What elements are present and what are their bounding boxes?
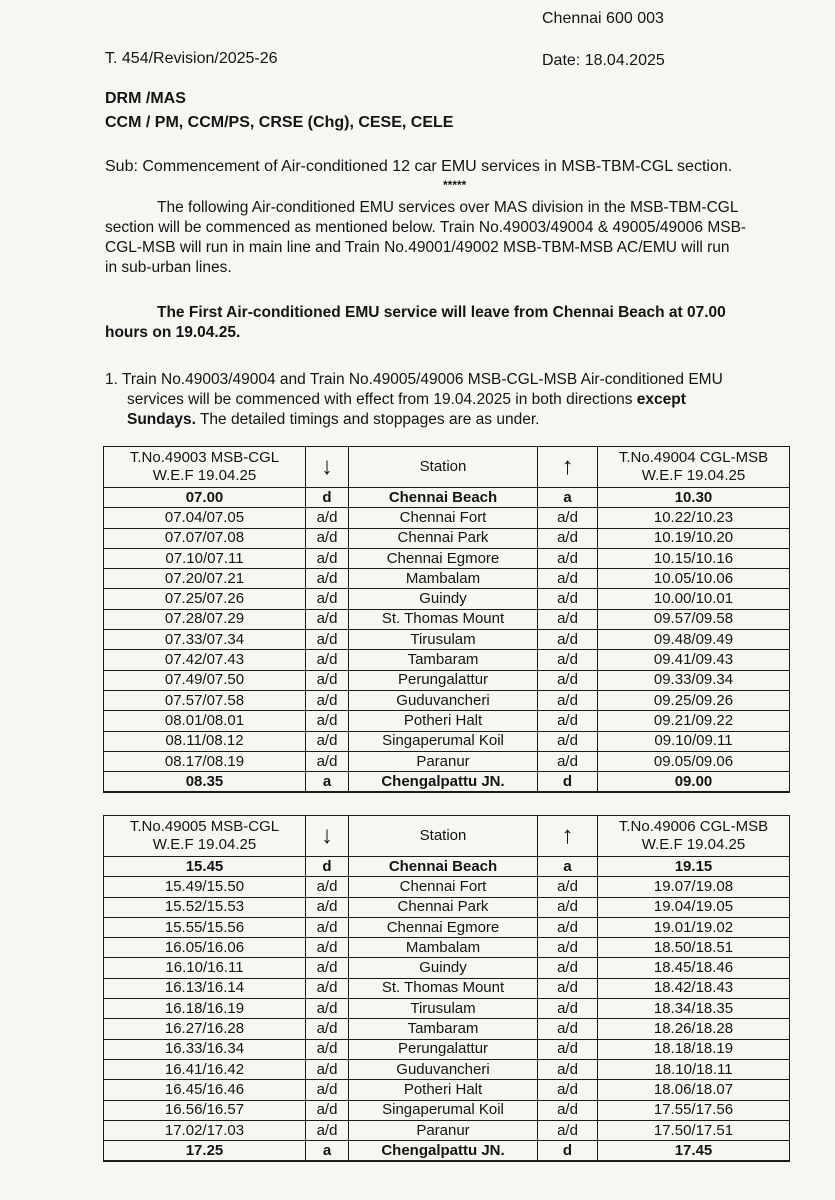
time-down: 16.56/16.57 <box>104 1100 306 1120</box>
station-name: Perungalattur <box>349 670 538 690</box>
place-line: Chennai 600 003 <box>542 10 664 27</box>
arr-dep-up: a/d <box>538 508 598 528</box>
time-up: 09.00 <box>598 772 790 793</box>
station-name: Mambalam <box>349 938 538 958</box>
header-station: Station <box>349 816 538 857</box>
table-header-row <box>104 816 790 857</box>
table-row <box>104 1120 790 1140</box>
station-name: Paranur <box>349 751 538 771</box>
table-row <box>104 711 790 731</box>
time-down: 08.35 <box>104 772 306 793</box>
time-up: 18.06/18.07 <box>598 1080 790 1100</box>
header-down-train-no: T.No.49005 MSB-CGL <box>129 818 280 835</box>
table-row <box>104 1100 790 1120</box>
header-up-train <box>598 447 790 488</box>
station-name: St. Thomas Mount <box>349 978 538 998</box>
header-up-wef: W.E.F 19.04.25 <box>641 836 746 853</box>
arr-dep-up: a/d <box>538 917 598 937</box>
reference-number: T. 454/Revision/2025-26 <box>105 50 278 67</box>
time-up: 09.21/09.22 <box>598 711 790 731</box>
time-down: 08.17/08.19 <box>104 751 306 771</box>
arr-dep-up: a/d <box>538 711 598 731</box>
table-row <box>104 772 790 793</box>
table-row <box>104 650 790 670</box>
arr-dep-down: a/d <box>306 609 349 629</box>
time-up: 17.55/17.56 <box>598 1100 790 1120</box>
time-up: 19.01/19.02 <box>598 917 790 937</box>
timetable-49003-49004 <box>103 446 790 793</box>
station-name: Mambalam <box>349 569 538 589</box>
arr-dep-up: a <box>538 857 598 877</box>
station-name: Guduvancheri <box>349 1059 538 1079</box>
station-name: Guindy <box>349 589 538 609</box>
arr-dep-up: a <box>538 488 598 508</box>
arr-dep-down: a/d <box>306 877 349 897</box>
time-down: 15.52/15.53 <box>104 897 306 917</box>
header-down-wef: W.E.F 19.04.25 <box>152 467 257 484</box>
time-down: 08.11/08.12 <box>104 731 306 751</box>
separator-stars: ***** <box>443 178 467 192</box>
arr-dep-down: a/d <box>306 978 349 998</box>
station-name: Guduvancheri <box>349 690 538 710</box>
station-name: Tirusulam <box>349 999 538 1019</box>
header-up-train-no: T.No.49004 CGL-MSB <box>618 449 769 466</box>
arr-dep-down: a/d <box>306 508 349 528</box>
station-name: Tambaram <box>349 650 538 670</box>
item-1-line-3b: The detailed timings and stoppages are as under. <box>199 411 540 428</box>
item-1-paragraph <box>105 370 789 430</box>
time-down: 08.01/08.01 <box>104 711 306 731</box>
intro-line-1: The following Air-conditioned EMU services over MAS division in the MSB-TBM-CGL <box>157 199 739 216</box>
table-row <box>104 1039 790 1059</box>
table-row <box>104 857 790 877</box>
time-up: 19.07/19.08 <box>598 877 790 897</box>
time-down: 15.45 <box>104 857 306 877</box>
time-down: 07.10/07.11 <box>104 548 306 568</box>
time-up: 09.25/09.26 <box>598 690 790 710</box>
station-name: Chengalpattu JN. <box>349 772 538 793</box>
arr-dep-up: a/d <box>538 751 598 771</box>
arr-dep-up: d <box>538 1141 598 1162</box>
table-row <box>104 548 790 568</box>
item-1-line-2 <box>105 390 789 410</box>
station-name: Chennai Park <box>349 528 538 548</box>
table-row <box>104 1141 790 1162</box>
arr-dep-down: a/d <box>306 731 349 751</box>
table-row <box>104 508 790 528</box>
arr-dep-up: a/d <box>538 1059 598 1079</box>
arr-dep-down: a/d <box>306 589 349 609</box>
table-row <box>104 958 790 978</box>
arr-dep-down: a/d <box>306 711 349 731</box>
time-up: 19.04/19.05 <box>598 897 790 917</box>
arr-dep-down: a/d <box>306 528 349 548</box>
arr-dep-down: a/d <box>306 917 349 937</box>
station-name: Chennai Egmore <box>349 917 538 937</box>
time-down: 07.00 <box>104 488 306 508</box>
time-up: 09.10/09.11 <box>598 731 790 751</box>
station-name: Chengalpattu JN. <box>349 1141 538 1162</box>
arr-dep-down: a/d <box>306 938 349 958</box>
time-up: 18.42/18.43 <box>598 978 790 998</box>
highlight-line-2: hours on 19.04.25. <box>105 324 241 341</box>
time-down: 07.04/07.05 <box>104 508 306 528</box>
table-row <box>104 897 790 917</box>
station-name: Potheri Halt <box>349 711 538 731</box>
station-name: Chennai Park <box>349 897 538 917</box>
arr-dep-down: a/d <box>306 630 349 650</box>
arr-dep-down: a/d <box>306 999 349 1019</box>
time-up: 09.57/09.58 <box>598 609 790 629</box>
arr-dep-up: a/d <box>538 999 598 1019</box>
table-row <box>104 731 790 751</box>
station-name: Tirusulam <box>349 630 538 650</box>
time-down: 16.33/16.34 <box>104 1039 306 1059</box>
arr-dep-up: a/d <box>538 630 598 650</box>
table-row <box>104 938 790 958</box>
highlight-paragraph <box>105 303 789 343</box>
down-arrow-icon: ↓ <box>306 447 349 488</box>
arr-dep-up: a/d <box>538 589 598 609</box>
header-up-wef: W.E.F 19.04.25 <box>641 467 746 484</box>
header-down-train <box>104 447 306 488</box>
arr-dep-up: a/d <box>538 670 598 690</box>
time-down: 07.25/07.26 <box>104 589 306 609</box>
arr-dep-up: a/d <box>538 731 598 751</box>
time-up: 10.15/10.16 <box>598 548 790 568</box>
time-up: 18.50/18.51 <box>598 938 790 958</box>
arr-dep-down: a/d <box>306 1059 349 1079</box>
up-arrow-icon: ↑ <box>538 816 598 857</box>
arr-dep-up: a/d <box>538 978 598 998</box>
time-up: 10.19/10.20 <box>598 528 790 548</box>
station-name: Chennai Beach <box>349 857 538 877</box>
arr-dep-down: a/d <box>306 958 349 978</box>
arr-dep-up: a/d <box>538 958 598 978</box>
table-row <box>104 589 790 609</box>
time-up: 10.22/10.23 <box>598 508 790 528</box>
station-name: Singaperumal Koil <box>349 1100 538 1120</box>
header-up-train-no: T.No.49006 CGL-MSB <box>618 818 769 835</box>
header-down-train-no: T.No.49003 MSB-CGL <box>129 449 280 466</box>
time-up: 09.48/09.49 <box>598 630 790 650</box>
arr-dep-up: a/d <box>538 1100 598 1120</box>
arr-dep-down: a/d <box>306 548 349 568</box>
arr-dep-down: a/d <box>306 751 349 771</box>
table-row <box>104 1080 790 1100</box>
item-1-line-3 <box>105 410 789 430</box>
time-down: 07.49/07.50 <box>104 670 306 690</box>
station-name: Chennai Beach <box>349 488 538 508</box>
time-up: 19.15 <box>598 857 790 877</box>
up-arrow-icon: ↑ <box>538 447 598 488</box>
station-name: Potheri Halt <box>349 1080 538 1100</box>
arr-dep-down: a/d <box>306 1100 349 1120</box>
time-up: 09.05/09.06 <box>598 751 790 771</box>
letter-date: Date: 18.04.2025 <box>542 52 665 69</box>
highlight-line-1: The First Air-conditioned EMU service will leave from Chennai Beach at 07.00 <box>157 304 726 321</box>
table-row <box>104 670 790 690</box>
time-down: 07.28/07.29 <box>104 609 306 629</box>
arr-dep-up: d <box>538 772 598 793</box>
time-down: 16.13/16.14 <box>104 978 306 998</box>
time-down: 17.02/17.03 <box>104 1120 306 1140</box>
time-up: 10.05/10.06 <box>598 569 790 589</box>
time-up: 10.00/10.01 <box>598 589 790 609</box>
time-down: 07.33/07.34 <box>104 630 306 650</box>
arr-dep-down: a/d <box>306 1039 349 1059</box>
header-up-train <box>598 816 790 857</box>
arr-dep-down: a/d <box>306 1019 349 1039</box>
header-down-train <box>104 816 306 857</box>
intro-line-3: CGL-MSB will run in main line and Train No.49001/49002 MSB-TBM-MSB AC/EMU will run <box>105 239 730 256</box>
subject-line: Sub: Commencement of Air-conditioned 12 car EMU services in MSB-TBM-CGL section. <box>105 158 733 175</box>
arr-dep-up: a/d <box>538 528 598 548</box>
arr-dep-up: a/d <box>538 1120 598 1140</box>
arr-dep-up: a/d <box>538 1080 598 1100</box>
time-down: 15.49/15.50 <box>104 877 306 897</box>
time-up: 09.33/09.34 <box>598 670 790 690</box>
arr-dep-up: a/d <box>538 877 598 897</box>
arr-dep-down: a/d <box>306 1080 349 1100</box>
time-down: 17.25 <box>104 1141 306 1162</box>
addressee-line-2: CCM / PM, CCM/PS, CRSE (Chg), CESE, CELE <box>105 114 454 131</box>
table-row <box>104 690 790 710</box>
arr-dep-down: d <box>306 857 349 877</box>
time-up: 17.45 <box>598 1141 790 1162</box>
arr-dep-up: a/d <box>538 690 598 710</box>
station-name: Guindy <box>349 958 538 978</box>
station-name: St. Thomas Mount <box>349 609 538 629</box>
intro-paragraph <box>105 198 787 278</box>
time-up: 17.50/17.51 <box>598 1120 790 1140</box>
time-up: 18.45/18.46 <box>598 958 790 978</box>
table-row <box>104 528 790 548</box>
table-row <box>104 999 790 1019</box>
arr-dep-up: a/d <box>538 548 598 568</box>
table-row <box>104 917 790 937</box>
addressee-line-1: DRM /MAS <box>105 90 186 107</box>
arr-dep-up: a/d <box>538 897 598 917</box>
arr-dep-up: a/d <box>538 1039 598 1059</box>
time-up: 18.10/18.11 <box>598 1059 790 1079</box>
station-name: Chennai Egmore <box>349 548 538 568</box>
arr-dep-down: a/d <box>306 690 349 710</box>
time-down: 07.57/07.58 <box>104 690 306 710</box>
time-down: 16.10/16.11 <box>104 958 306 978</box>
table-row <box>104 630 790 650</box>
station-name: Chennai Fort <box>349 508 538 528</box>
arr-dep-up: a/d <box>538 1019 598 1039</box>
arr-dep-down: a/d <box>306 569 349 589</box>
header-station: Station <box>349 447 538 488</box>
table-row <box>104 609 790 629</box>
arr-dep-down: a/d <box>306 897 349 917</box>
table-row <box>104 569 790 589</box>
station-name: Paranur <box>349 1120 538 1140</box>
item-1-line-2a: services will be commenced with effect from 19.04.2025 in both directions <box>127 391 633 408</box>
header-down-wef: W.E.F 19.04.25 <box>152 836 257 853</box>
arr-dep-down: a <box>306 772 349 793</box>
down-arrow-icon: ↓ <box>306 816 349 857</box>
table-header-row <box>104 447 790 488</box>
arr-dep-up: a/d <box>538 938 598 958</box>
arr-dep-up: a/d <box>538 609 598 629</box>
station-name: Chennai Fort <box>349 877 538 897</box>
table-row <box>104 877 790 897</box>
time-down: 15.55/15.56 <box>104 917 306 937</box>
time-down: 16.45/16.46 <box>104 1080 306 1100</box>
arr-dep-down: a/d <box>306 650 349 670</box>
time-down: 07.42/07.43 <box>104 650 306 670</box>
item-1-line-1: 1. Train No.49003/49004 and Train No.49005/49006 MSB-CGL-MSB Air-conditioned EMU <box>105 371 723 388</box>
time-down: 16.18/16.19 <box>104 999 306 1019</box>
table-row <box>104 1019 790 1039</box>
station-name: Perungalattur <box>349 1039 538 1059</box>
table-row <box>104 488 790 508</box>
table-row <box>104 978 790 998</box>
table-row <box>104 1059 790 1079</box>
table-row <box>104 751 790 771</box>
timetable-49005-49006 <box>103 815 790 1162</box>
arr-dep-down: a/d <box>306 670 349 690</box>
station-name: Singaperumal Koil <box>349 731 538 751</box>
time-up: 18.34/18.35 <box>598 999 790 1019</box>
time-down: 16.41/16.42 <box>104 1059 306 1079</box>
arr-dep-down: a/d <box>306 1120 349 1140</box>
arr-dep-up: a/d <box>538 650 598 670</box>
item-1-line-2b: except <box>636 391 686 408</box>
time-down: 16.05/16.06 <box>104 938 306 958</box>
station-name: Tambaram <box>349 1019 538 1039</box>
arr-dep-down: a <box>306 1141 349 1162</box>
time-down: 16.27/16.28 <box>104 1019 306 1039</box>
time-up: 09.41/09.43 <box>598 650 790 670</box>
time-up: 18.26/18.28 <box>598 1019 790 1039</box>
time-down: 07.07/07.08 <box>104 528 306 548</box>
time-up: 18.18/18.19 <box>598 1039 790 1059</box>
time-up: 10.30 <box>598 488 790 508</box>
time-down: 07.20/07.21 <box>104 569 306 589</box>
arr-dep-up: a/d <box>538 569 598 589</box>
item-1-line-3a: Sundays. <box>127 411 196 428</box>
intro-line-2: section will be commenced as mentioned below. Train No.49003/49004 & 49005/49006 MSB- <box>105 219 747 236</box>
arr-dep-down: d <box>306 488 349 508</box>
intro-line-4: in sub-urban lines. <box>105 259 232 276</box>
